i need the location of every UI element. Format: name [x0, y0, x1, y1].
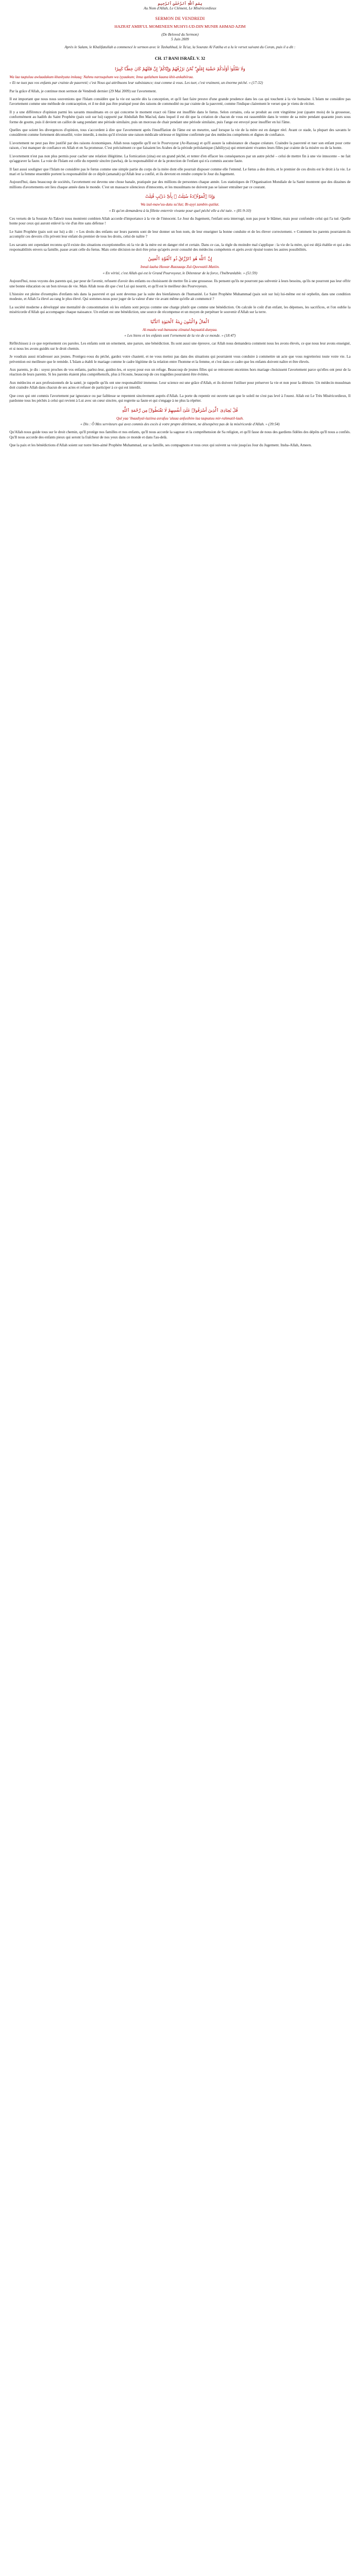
- paragraph: L'avortement ne peut pas être justifié par des raisons économiques. Allah nous rappelle qu'Il est le Pourvoyeur (Ar-Razzaq) et qu'Il assure la subsistance de chaque créature. Craindre la pauvreté et tuer son enfant pour cette raison, c'est manquer de confiance en Allah et en Sa promesse. C'est précisément ce que faisaient les Arabes de la période préislamique (Jahiliyya) qui enterraient vivantes leurs filles par crainte de la misère ou de la honte.: [9, 141, 351, 151]
- paragraph: Aujourd'hui, nous voyons des parents qui, par peur de l'avenir, refusent d'avoir des enfants ou choisissent de mettre fin à une grossesse. Ils pensent qu'ils ne pourront pas subvenir à leurs besoins, qu'ils ne pourront pas leur offrir une bonne éducation ou un bon niveau de vie. Mais Allah nous dit que c'est Lui qui nourrit, et qu'Il est le meilleur des Pourvoyeurs.: [9, 279, 351, 288]
- bismillah: بِسْمِ ٱللَّٰهِ ٱلرَّحْمَٰنِ ٱلرَّحِيمِ: [158, 1, 202, 6]
- source-line: (De Beloved du Sermon): [161, 33, 199, 37]
- verse-4-transliteration: Al-maalu wal-banuuna ziinatul-hayaatid-dunyaa.: [143, 327, 217, 332]
- verse-2-transliteration: Wa izal-maw'uu-datu su'ilat; Bi-ayyi zambin qutilat.: [140, 202, 220, 207]
- paragraph: Aux parents, je dis : soyez proches de vos enfants, parlez-leur, guidez-les, et soyez pour eux un refuge. Beaucoup de jeunes filles qui se retrouvent enceintes hors mariage choisissent l'avortement parce qu'elles ont peur de la réaction de leurs parents. Si les parents étaient plus compréhensifs, plus à l'écoute, beaucoup de ces tragédies pourraient être évitées.: [9, 368, 351, 377]
- paragraph: Que la paix et les bénédictions d'Allah soient sur notre bien-aimé Prophète Muhammad, sur sa famille, ses compagnons et tous ceux qui suivent sa voie jusqu'au Jour du Jugement. Insha-Allah, Ameen.: [9, 443, 312, 448]
- paragraph: Par la grâce d'Allah, je continue mon sermon de Vendredi dernier (29 Mai 2009) sur l'avortement.: [9, 89, 157, 93]
- verse-1-arabic: وَلَا تَقْتُلُوٓا۟ أَوْلَٰدَكُمْ خَشْيَةَ إِمْلَٰقٍ ۖ نَّحْنُ نَرْزُقُهُمْ وَإِيَّاكُمْ ۚ إِنَّ قَتْلَهُمْ كَانَ خِطْـًٔا كَبِيرًا: [115, 66, 245, 71]
- verse-5-translation: « Dis : Ô Mes serviteurs qui avez commis des excès à votre propre détriment, ne désespérez pas de la miséricorde d'Allah. » (39:54): [80, 422, 280, 426]
- paragraph: Quelles que soient les divergences d'opinion, tous s'accordent à dire que l'avortement après l'insufflation de l'âme est un meurtre, sauf lorsque la vie de la mère est en danger réel. Avant ce stade, la plupart des savants le considèrent comme fortement déconseillé, voire interdit, à moins qu'il n'existe une raison médicale sérieuse et légitime confirmée par des médecins compétents et dignes de confiance.: [9, 128, 351, 137]
- paragraph: Réfléchissez à ce que représentent ces paroles. Les enfants sont un ornement, une parure, une bénédiction. Ils sont aussi une épreuve, car Allah nous demandera comment nous les avons élevés, ce que nous leur avons enseigné, et si nous les avons guidés sur le droit chemin.: [9, 341, 351, 351]
- verse-1-translation: « Et ne tuez pas vos enfants par crainte de pauvreté; c'est Nous qui attribuons leur subsistance; tout comme à vous. Les tuer, c'est vraiment, un énorme péché. » (17:32): [9, 81, 263, 85]
- paragraph: Que ceux qui ont commis l'avortement par ignorance ou par faiblesse se repentent sincèrement auprès d'Allah. La porte du repentir est ouverte tant que le soleil ne s'est pas levé à l'ouest. Allah est Le Très Miséricordieux, Il pardonne tous les péchés à celui qui revient à Lui avec un cœur sincère, qui regrette sa faute et qui s'engage à ne plus la répéter.: [9, 393, 351, 403]
- verse-4-translation: « Les biens et les enfants sont l'ornement de la vie de ce monde. » (18:47): [124, 334, 236, 338]
- paragraph: L'histoire est pleine d'exemples d'enfants nés dans la pauvreté et qui sont devenus par la suite des bienfaiteurs de l'humanité. Le Saint Prophète Muhammad (paix soit sur lui) lui-même est né orphelin, dans une condition modeste, et Allah l'a élevé au rang le plus élevé. Qui sommes-nous pour juger de la valeur d'une vie avant même qu'elle ait commencé ?: [9, 292, 351, 302]
- paragraph: Ces versets de la Sourate At-Takwir nous montrent combien Allah accorde d'importance à la vie de l'innocent. Le Jour du Jugement, l'enfant sera interrogé, non pas pour le blâmer, mais pour confondre celui qui l'a tué. Quelle honte pour ceux qui auront enlevé la vie d'un être sans défense !: [9, 216, 351, 226]
- verse-5-transliteration: Qul yaa 'ibaadiyal-laziina asrafuu 'alaaa anfusihim laa taqnatuu mir-rahmatil-laah.: [116, 416, 244, 421]
- chapter-heading: CH. 17 BANI ISRAËL V. 32: [155, 56, 205, 61]
- paragraph: Les savants ont cependant reconnu qu'il existe des situations exceptionnelles où la vie de la mère est en danger réel et certain. Dans ce cas, la règle du moindre mal s'applique : la vie de la mère, qui est déjà établie et qui a des responsabilités envers sa famille, passe avant celle du fœtus. Mais cette décision ne doit être prise qu'après avoir consulté des médecins compétents et après avoir épuisé toutes les autres possibilités.: [9, 242, 351, 252]
- page-subtitle: HAZRAT AMIR'UL MOMENEEN MUHYI-UD-DIN MUNIR AHMAD AZIM: [114, 24, 246, 29]
- verse-2-arabic: وَإِذَا ٱلْمَوْءُۥدَةُ سُئِلَتْ ۞ بِأَىِّ ذَنۢبٍ قُتِلَتْ: [145, 194, 215, 199]
- paragraph: Il faut aussi souligner que l'Islam ne considère pas le fœtus comme une simple partie du corps de la mère dont elle pourrait disposer comme elle l'entend. Le fœtus a des droits, et le premier de ces droits est le droit à la vie. Le mari et la femme ensemble portent la responsabilité de ce dépôt (amanah) qu'Allah leur a confié, et ils devront en rendre compte le Jour du Jugement.: [9, 167, 351, 176]
- verse-5-arabic: قُلْ يَٰعِبَادِىَ ٱلَّذِينَ أَسْرَفُوا۟ عَلَىٰٓ أَنفُسِهِمْ لَا تَقْنَطُوا۟ مِن رَّحْمَةِ ٱللَّهِ: [122, 407, 238, 413]
- paragraph: Le Saint Prophète (paix soit sur lui) a dit : « Les droits des enfants sur leurs parents sont de leur donner un bon nom, de leur enseigner la bonne conduite et de les élever correctement. » Comment les parents pourraient-ils accomplir ces devoirs s'ils privent leur enfant du premier de tous les droits, celui de naître ?: [9, 229, 351, 239]
- verse-3-transliteration: Innal-laaha Huwar-Razzaaqu Zul-Quwwatil-Matiin.: [140, 265, 220, 270]
- sermon-date: 5 Juin 2009: [171, 37, 189, 42]
- opening-formula: Au Nom d'Allah, Le Clément, Le Miséricordieux: [144, 6, 216, 10]
- verse-1-transliteration: Wa laa taqtuluu awlaadakum khashyata imlaaq; Nahnu narzuquhum wa iyyaakum; Inna qatlahum kaana khit-ankabiiraa.: [9, 74, 194, 79]
- paragraph: Aux médecins et aux professionnels de la santé, je rappelle qu'ils ont une responsabilité immense. Leur science est une grâce d'Allah, et ils doivent l'utiliser pour préserver la vie et non pour la détruire. Un médecin musulman doit craindre Allah dans chacun de ses actes et refuser de participer à ce qui est interdit.: [9, 380, 351, 390]
- page-title: SERMON DE VENDREDI: [155, 16, 205, 21]
- paragraph: L'avortement n'est pas non plus permis pour cacher une relation illégitime. La fornication (zina) est un grand péché, et tenter d'en effacer les conséquences par un autre péché – celui de mettre fin à une vie innocente – ne fait qu'aggraver la faute. La voie de l'Islam est celle du repentir sincère (tawba), de la responsabilité et de la protection de l'enfant qui n'a commis aucune faute.: [9, 154, 351, 164]
- paragraph: Qu'Allah nous guide tous sur le droit chemin, qu'Il protège nos familles et nos enfants, qu'Il nous accorde la sagesse et la compréhension de Sa religion, et qu'Il fasse de nous des gardiens fidèles des dépôts qu'Il nous a confiés. Qu'Il nous accorde des enfants pieux qui seront la fraîcheur de nos yeux dans ce monde et dans l'au-delà.: [9, 430, 351, 439]
- paragraph: Il y a une différence d'opinion parmi les savants musulmans en ce qui concerne le moment exact où l'âme est insufflée dans le fœtus. Selon certains, cela se produit au cent vingtième jour (quatre mois) de la grossesse, conformément au hadith du Saint Prophète (paix soit sur lui) rapporté par Abdullah Ibn Mas'ud, dans lequel il est dit que la création de chacun de vous est rassemblée dans le ventre de sa mère pendant quarante jours sous forme de goutte, puis il devient un caillot de sang pendant une période similaire, puis un morceau de chair pendant une période similaire, puis l'ange est envoyé pour insuffler en lui l'âme.: [9, 110, 351, 124]
- verse-3-translation: « En vérité, c'est Allah qui est le Grand Pourvoyeur, le Détenteur de la force, l'Inébranlable. » (51:59): [103, 271, 257, 275]
- verse-3-arabic: إِنَّ ٱللَّهَ هُوَ ٱلرَّزَّاقُ ذُو ٱلْقُوَّةِ ٱلْمَتِينُ: [148, 256, 212, 262]
- paragraph: Il est important que nous nous souvenions que l'Islam considère que la vie est sacrée dès la conception, et qu'il faut faire preuve d'une grande prudence dans les cas qui touchent à la vie humaine. L'Islam ne considère pas l'avortement comme une méthode de contraception, et il ne doit pas être pratiqué pour des raisons de commodité ou par crainte de la pauvreté, comme l'indique clairement le verset que je viens de réciter.: [9, 97, 351, 106]
- paragraph: Aujourd'hui, dans beaucoup de sociétés, l'avortement est devenu une chose banale, pratiquée par des millions de personnes chaque année. Les statistiques de l'Organisation Mondiale de la Santé montrent que des dizaines de millions d'avortements ont lieu chaque année dans le monde. C'est un massacre silencieux d'innocents, et les musulmans ne doivent pas se laisser entraîner par ce courant.: [9, 180, 351, 189]
- verse-4-arabic: ٱلْمَالُ وَٱلْبَنُونَ زِينَةُ ٱلْحَيَوٰةِ ٱلدُّنْيَا: [150, 318, 210, 324]
- verse-2-translation: « Et qu'on demandera à la fillette enterrée vivante pour quel péché elle a été tuée. » (81:9-10): [109, 208, 251, 213]
- paragraph: Je voudrais aussi m'adresser aux jeunes. Protégez-vous du péché, gardez votre chasteté, et ne vous mettez pas dans des situations qui pourraient vous conduire à commettre un acte que vous regretteriez toute votre vie. La prévention est meilleure que le remède. L'Islam a établi le mariage comme le cadre légitime de la relation entre l'homme et la femme, et c'est dans ce cadre que les enfants doivent naître et être élevés.: [9, 355, 351, 364]
- paragraph: La société moderne a développé une mentalité de consommation où les enfants sont perçus comme une charge plutôt que comme une bénédiction. On calcule le coût d'un enfant, les dépenses, les sacrifices, et l'on oublie la miséricorde d'Allah qui accompagne chaque naissance. Un enfant est une bénédiction, une source de récompense et un moyen de perpétuer le souvenir d'Allah sur la terre.: [9, 305, 351, 315]
- sermon-intro: Après le Salam, le Khalifatullah a commencé le sermon avec le Tashahhud, le Ta'uz, la Sourate Al Fatiha et a lu le verset suivant du Coran, puis il a dit :: [64, 45, 296, 50]
- sermon-page: [9, 0, 351, 448]
